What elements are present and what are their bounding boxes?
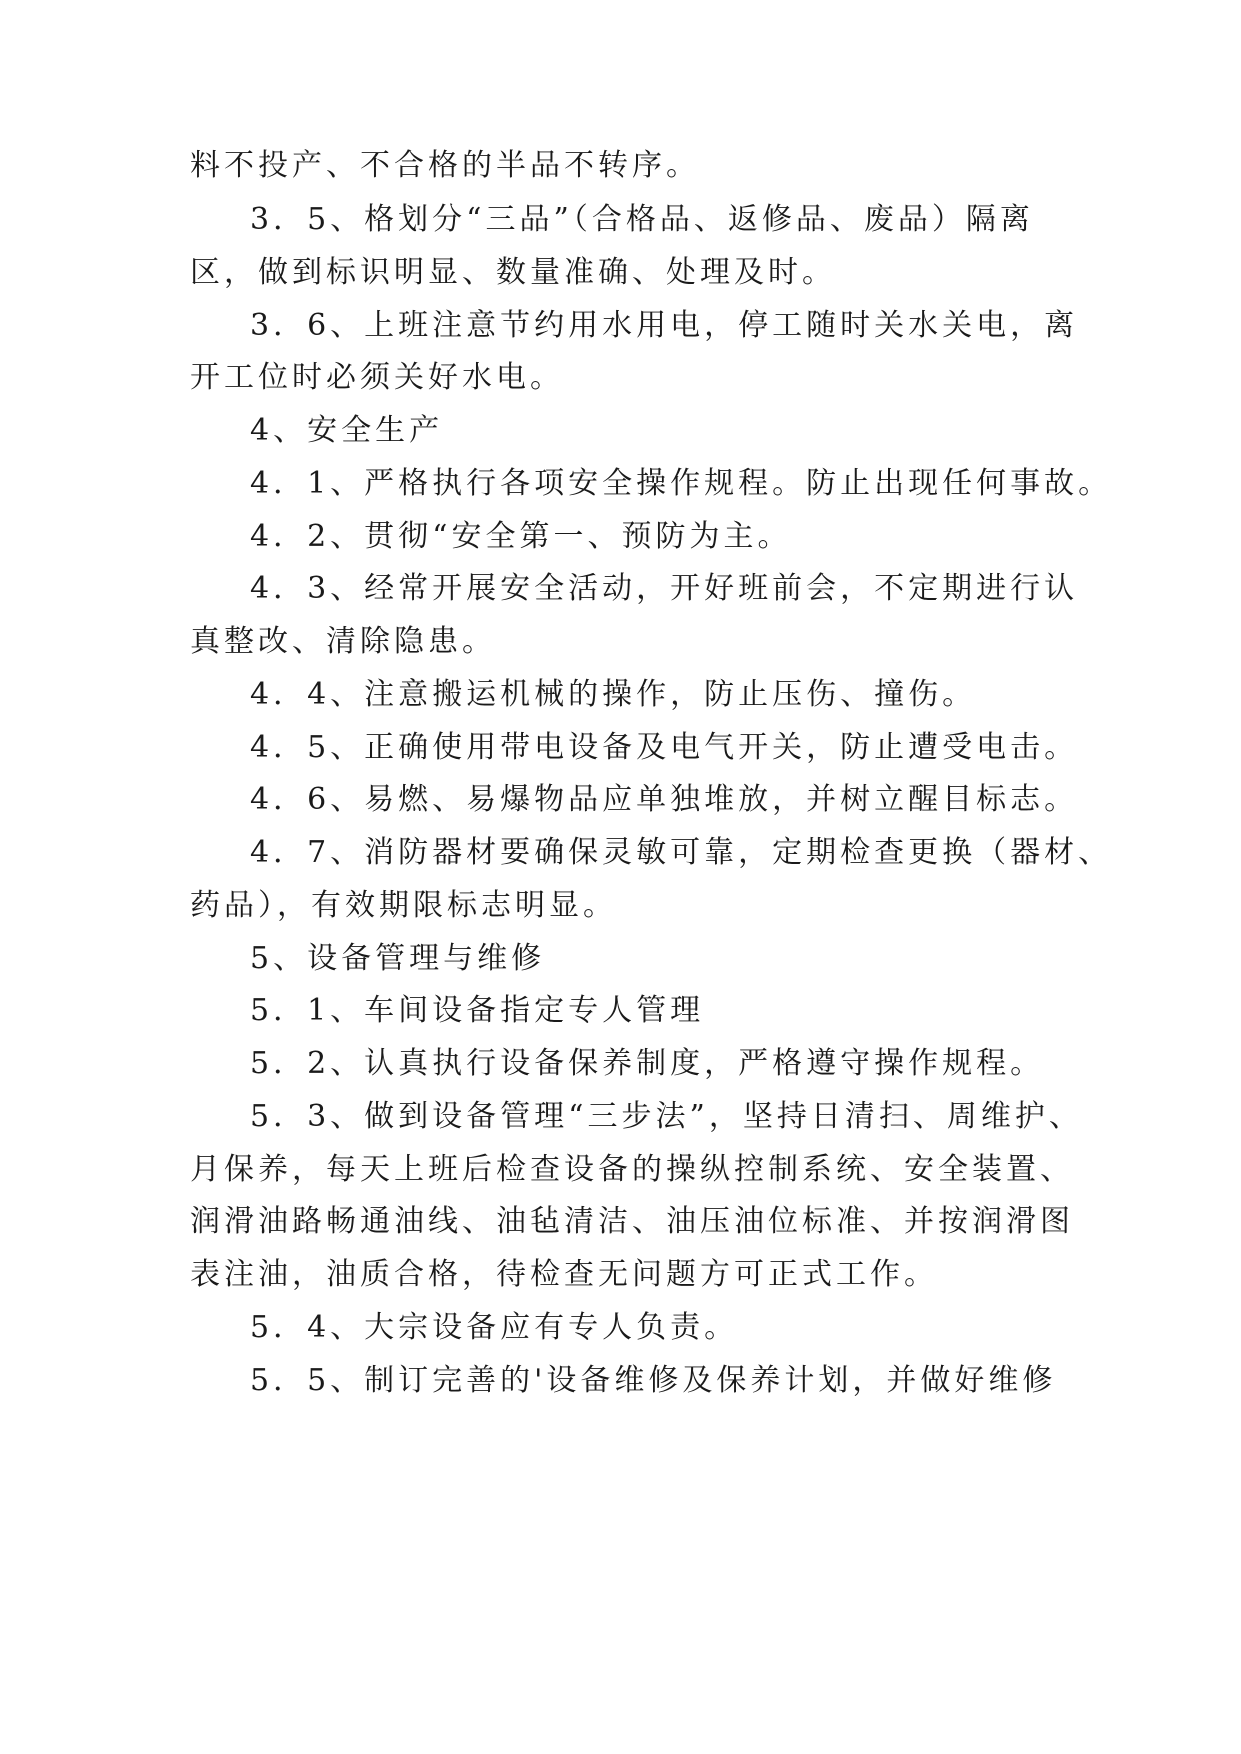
text-line: 4．1、严格执行各项安全操作规程。防止出现任何事故。	[250, 466, 1113, 501]
text-line: 5．3、做到设备管理“三步法”，坚持日清扫、周维护、	[250, 1099, 1083, 1134]
text-line: 3．5、格划分“三品”（合格品、返修品、废品）隔离	[250, 202, 1034, 237]
text-line: 药品），有效期限标志明显。	[190, 888, 617, 923]
text-line: 4．2、贯彻“安全第一、预防为主。	[250, 519, 792, 554]
text-line: 3．6、上班注意节约用水用电，停工随时关水关电，离	[250, 308, 1079, 343]
text-line: 料不投产、不合格的半品不转序。	[190, 148, 700, 183]
text-line: 4．4、注意搬运机械的操作，防止压伤、撞伤。	[250, 677, 977, 712]
text-line: 润滑油路畅通油线、油毡清洁、油压油位标准、并按润滑图	[190, 1204, 1074, 1239]
text-line: 表注油，油质合格，待检查无问题方可正式工作。	[190, 1257, 938, 1292]
section-heading: 4、安全生产	[250, 413, 444, 448]
text-line: 区，做到标识明显、数量准确、处理及时。	[190, 255, 836, 290]
text-line: 4．6、易燃、易爆物品应单独堆放，并树立醒目标志。	[250, 782, 1079, 817]
text-line: 4．3、经常开展安全活动，开好班前会，不定期进行认	[250, 571, 1079, 606]
text-line: 5．5、制订完善的'设备维修及保养计划，并做好维修	[250, 1363, 1057, 1398]
text-line: 5．4、大宗设备应有专人负责。	[250, 1310, 739, 1345]
text-line: 5．2、认真执行设备保养制度，严格遵守操作规程。	[250, 1046, 1045, 1081]
text-line: 真整改、清除隐患。	[190, 624, 496, 659]
section-heading: 5、设备管理与维修	[250, 941, 546, 976]
text-line: 开工位时必须关好水电。	[190, 360, 564, 395]
text-line: 4．5、正确使用带电设备及电气开关，防止遭受电击。	[250, 730, 1079, 765]
text-line: 月保养，每天上班后检查设备的操纵控制系统、安全装置、	[190, 1152, 1074, 1187]
text-line: 5．1、车间设备指定专人管理	[250, 993, 705, 1028]
text-line: 4．7、消防器材要确保灵敏可靠，定期检查更换（器材、	[250, 835, 1113, 870]
